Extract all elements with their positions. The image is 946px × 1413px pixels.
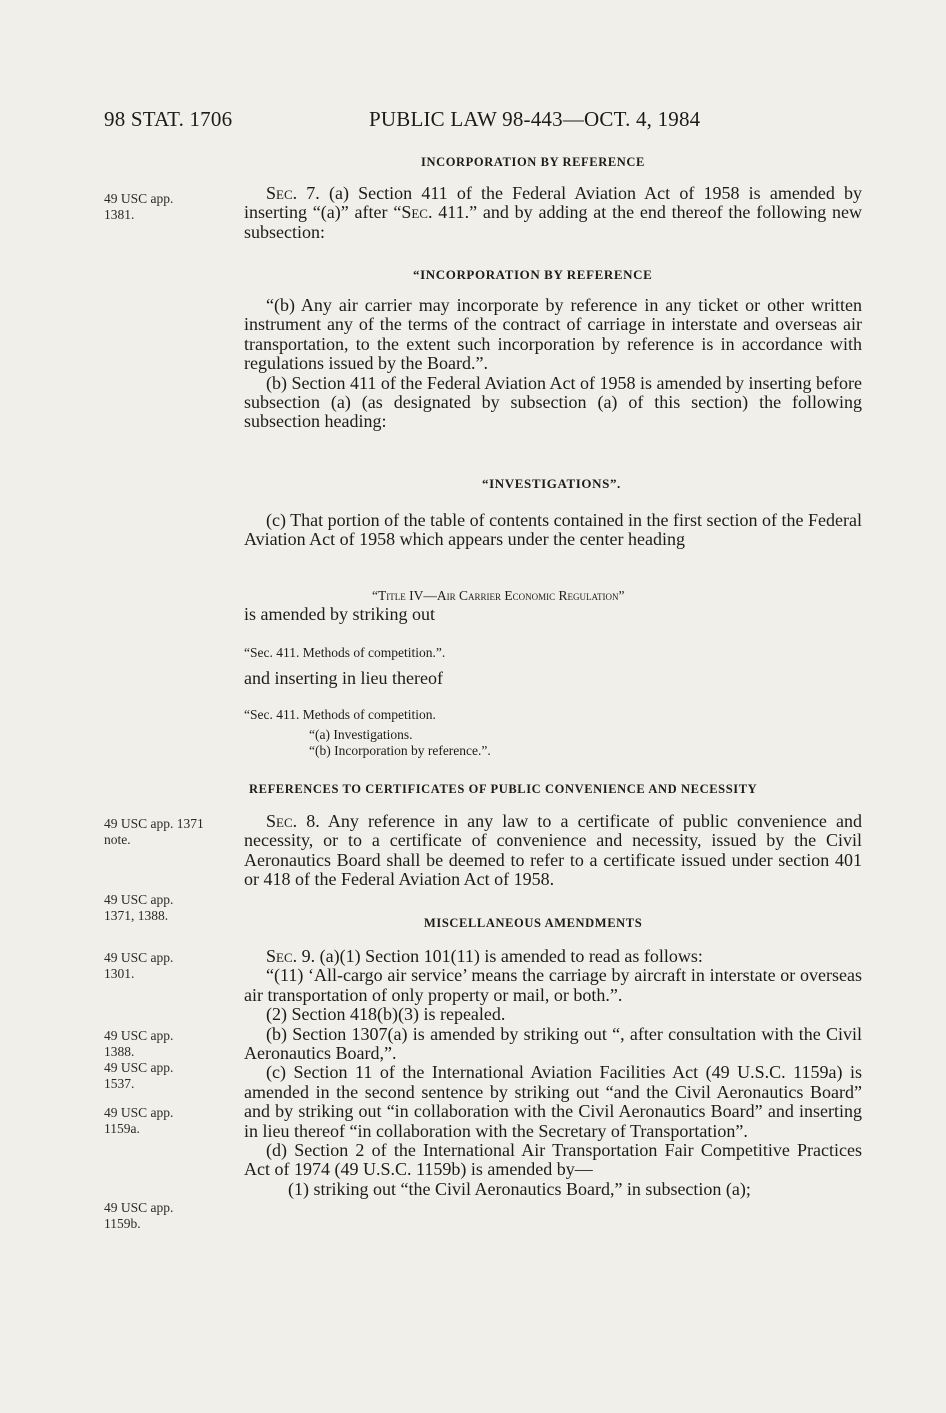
quoted-subheading: “INCORPORATION BY REFERENCE [413,267,653,282]
margin-note: 49 USC app. 1159b. [104,1200,174,1231]
section-heading: REFERENCES TO CERTIFICATES OF PUBLIC CONVENIENCE AND NECESSITY [249,782,758,796]
section-label: Sec. 8. [266,811,320,831]
section-label: Sec. 7. [266,183,320,203]
margin-note: 49 USC app. 1388. 49 USC app. 1537. [104,1028,174,1091]
margin-note: 49 USC app. 1371 note. [104,816,204,847]
struck-intro: is amended by striking out [244,604,435,624]
section-heading: INCORPORATION BY REFERENCE [421,155,645,169]
title-iv-heading: “Title IV—Air Carrier Economic Regulation” [372,588,625,603]
insert-entry: “(b) Incorporation by reference.”. [309,743,491,758]
section-8-text: Sec. 8. Any reference in any law to a certificate of public convenience and necessity, or to a certificate of convenience and necessity, issued by the Civil Aeronautics Board shall be deemed to refer to a certificate issued under section 401 or 418 of the Federal Aviation Act of 1958. [244,811,863,890]
subsection-c-text: (c) That portion of the table of contents contained in the first section of the Federal Aviation Act of 1958 which appears under the center heading [244,510,862,550]
law-title: PUBLIC LAW 98-443—OCT. 4, 1984 [369,107,701,131]
stat-reference: 98 STAT. 1706 [104,107,233,131]
insert-entry: “Sec. 411. Methods of competition. [244,707,436,722]
section-heading: MISCELLANEOUS AMENDMENTS [424,916,643,930]
margin-note: 49 USC app. 1381. [104,191,174,222]
insert-intro: and inserting in lieu thereof [244,668,443,688]
investigations-heading: “INVESTIGATIONS”. [482,476,621,491]
struck-entry: “Sec. 411. Methods of competition.”. [244,645,446,660]
section-label: Sec. 9. [266,946,316,966]
margin-note: 49 USC app. 1301. [104,950,174,981]
insert-entry: “(a) Investigations. [309,727,413,742]
subsection-b-quote: “(b) Any air carrier may incorporate by reference in any ticket or other written instrument any of the terms of the contract of carriage in interstate and overseas air transportation, to the extent such incorporation by reference is in accordance with regulations issued by the Board.”. (b) Section 411 of the Federal Aviation Act of 1958 is amended by inserting before subsection (a) (as designated by subsection (a) of this section) the following subsection heading: [244,295,862,432]
section-9-text: Sec. 9. (a)(1) Section 101(11) is amended to read as follows: “(11) ‘All-cargo air service’ means the carriage by aircraft in interstate or overseas air transportation of only property or mail, or both.”. (2) Section 418(b)(3) is repealed. (b) Section 1307(a) is amended by striking out “, after consultation with the Civil Aeronautics Board,”. (c) Section 11 of the International Aviation Facilities Act (49 U.S.C. 1159a) is amended in the second sentence by striking out “and the Civil Aeronautics Board” and by striking out “in collaboration with the Civil Aeronautics Board” and inserting in lieu thereof “in collaboration with the Secretary of Transportation”. (d) Section 2 of the International Air Transportation Fair Competitive Practices Act of 1974 (49 U.S.C. 1159b) is amended by— (1) striking out “the Civil Aeronautics Board,” in subsection (a); [244,946,862,1199]
section-7-text: Sec. 7. (a) Section 411 of the Federal Aviation Act of 1958 is amended by inserting “(a)” after “Sec. 411.” and by adding at the end thereof the following new subsection: [244,183,863,242]
margin-note: 49 USC app. 1371, 1388. [104,892,174,923]
margin-note: 49 USC app. 1159a. [104,1105,174,1136]
